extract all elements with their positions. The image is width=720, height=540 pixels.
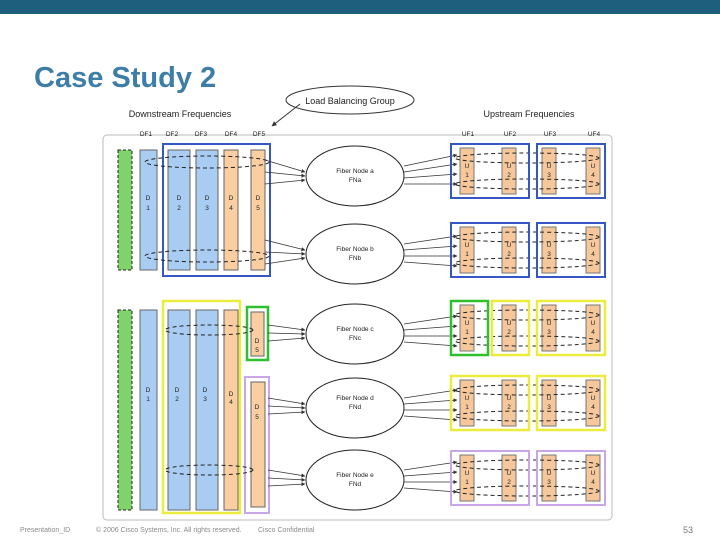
- upstream-balance-ring-r3-1: [455, 310, 599, 320]
- upstream-balance-ring-r2-1: [455, 232, 599, 242]
- svg-text:Fiber Node b: Fiber Node b: [336, 246, 374, 253]
- upstream-receiver-r3-c4: [586, 305, 600, 351]
- svg-text:FNb: FNb: [348, 255, 362, 262]
- svg-text:5: 5: [255, 414, 259, 421]
- upstream-receiver-label-r4-c3: 3: [547, 404, 551, 411]
- svg-text:FNa: FNa: [348, 177, 362, 184]
- header-df5: DF5: [252, 131, 266, 138]
- fiber-node-a: [306, 146, 404, 206]
- upstream-receiver-label-r1-c1: U: [464, 163, 470, 170]
- header-uf4: UF4: [587, 131, 601, 138]
- svg-text:Fiber Node d: Fiber Node d: [336, 395, 374, 402]
- upstream-receiver-label-r4-c1: 1: [465, 404, 469, 411]
- svg-text:5: 5: [256, 205, 260, 212]
- svg-text:Fiber Node c: Fiber Node c: [336, 326, 374, 333]
- upstream-balance-ring-r5-2: [455, 486, 599, 496]
- upstream-balance-ring-r4-1: [455, 385, 599, 395]
- svg-text:FNd: FNd: [348, 481, 362, 488]
- upstream-balance-ring-r1-2: [455, 179, 599, 189]
- upstream-receiver-label-r4-c4: U: [590, 395, 596, 402]
- lower-channel-d3: [196, 310, 218, 510]
- svg-text:D: D: [145, 387, 151, 394]
- upstream-balance-ring-r4-2: [455, 411, 599, 421]
- upstream-receiver-label-r3-c3: 3: [547, 329, 551, 336]
- upper-cmts-card: [118, 150, 132, 270]
- header-uf3: UF3: [543, 131, 557, 138]
- svg-text:D: D: [254, 338, 260, 345]
- svg-text:4: 4: [229, 205, 233, 212]
- upstream-receiver-label-r1-c4: U: [590, 163, 596, 170]
- upstream-receiver-label-r3-c4: 4: [591, 329, 595, 336]
- svg-text:3: 3: [205, 205, 209, 212]
- upstream-receiver-label-r2-c2: 2: [507, 251, 511, 258]
- svg-text:2: 2: [177, 205, 181, 212]
- svg-text:D: D: [174, 387, 180, 394]
- upstream-receiver-label-r3-c4: U: [590, 320, 596, 327]
- svg-text:3: 3: [203, 396, 207, 403]
- svg-text:1: 1: [146, 205, 150, 212]
- svg-text:D: D: [228, 195, 234, 202]
- fiber-node-c: [306, 304, 404, 364]
- upstream-receiver-label-r3-c2: U: [506, 320, 512, 327]
- upstream-grid: [455, 148, 600, 501]
- upstream-arrows: [404, 155, 457, 492]
- upstream-receiver-label-r5-c1: 1: [465, 479, 469, 486]
- upstream-receiver-label-r1-c2: 2: [507, 172, 511, 179]
- upstream-balance-ring-r3-2: [455, 336, 599, 346]
- lower-channel-d4: [224, 310, 238, 510]
- slide-title: Case Study 2: [34, 62, 217, 94]
- upstream-receiver-label-r1-c3: U: [546, 163, 552, 170]
- upstream-receiver-r4-c3: [542, 380, 556, 426]
- load-balancing-pointer: [272, 104, 300, 126]
- upper-downstream-group: [118, 144, 270, 276]
- upstream-receiver-label-r5-c3: 3: [547, 479, 551, 486]
- upstream-balance-ring-r1-1: [455, 153, 599, 163]
- svg-text:D: D: [228, 391, 234, 398]
- footer-confidential: Cisco Confidential: [258, 527, 315, 534]
- svg-text:FNc: FNc: [349, 335, 361, 342]
- upstream-receiver-label-r2-c2: U: [506, 242, 512, 249]
- upstream-balance-ring-r5-1: [455, 460, 599, 470]
- svg-text:D: D: [255, 195, 261, 202]
- upstream-receiver-label-r1-c3: 3: [547, 172, 551, 179]
- upstream-receiver-label-r2-c3: 3: [547, 251, 551, 258]
- upstream-receiver-r5-c2: [502, 455, 516, 501]
- upstream-receiver-label-r4-c2: U: [506, 395, 512, 402]
- svg-text:2: 2: [175, 396, 179, 403]
- upstream-receiver-label-r3-c1: 1: [465, 329, 469, 336]
- header-uf2: UF2: [503, 131, 517, 138]
- upstream-receiver-r4-c4: [586, 380, 600, 426]
- fiber-node-e: [306, 450, 404, 510]
- upstream-receiver-label-r4-c1: U: [464, 395, 470, 402]
- footer-copyright: © 2006 Cisco Systems, Inc. All rights reserved.: [96, 527, 242, 534]
- svg-text:Fiber Node a: Fiber Node a: [336, 168, 374, 175]
- upstream-receiver-r1-c3: [542, 148, 556, 194]
- upstream-receiver-r2-c4: [586, 227, 600, 273]
- header-uf1: UF1: [461, 131, 475, 138]
- header-df3: DF3: [194, 131, 208, 138]
- upstream-receiver-r5-c4: [586, 455, 600, 501]
- svg-text:D: D: [202, 387, 208, 394]
- svg-text:5: 5: [255, 347, 259, 354]
- lower-channel-d2: [168, 310, 190, 510]
- load-balancing-group-text: Load Balancing Group: [305, 96, 395, 106]
- upstream-receiver-r1-c2: [502, 148, 516, 194]
- upstream-receiver-r5-c3: [542, 455, 556, 501]
- upstream-receiver-label-r3-c1: U: [464, 320, 470, 327]
- upstream-receiver-label-r1-c4: 4: [591, 172, 595, 179]
- svg-text:1: 1: [146, 396, 150, 403]
- upstream-receiver-r2-c2: [502, 227, 516, 273]
- upstream-receiver-r1-c4: [586, 148, 600, 194]
- svg-text:D: D: [176, 195, 182, 202]
- upstream-receiver-label-r5-c4: U: [590, 470, 596, 477]
- upstream-receiver-label-r2-c1: 1: [465, 251, 469, 258]
- header-df1: DF1: [139, 131, 153, 138]
- upstream-receiver-label-r5-c2: U: [506, 470, 512, 477]
- upstream-receiver-label-r4-c2: 2: [507, 404, 511, 411]
- upstream-receiver-label-r1-c1: 1: [465, 172, 469, 179]
- upstream-balance-ring-r2-2: [455, 258, 599, 268]
- upstream-receiver-label-r1-c2: U: [506, 163, 512, 170]
- upstream-receiver-label-r4-c3: U: [546, 395, 552, 402]
- upstream-receiver-label-r4-c4: 4: [591, 404, 595, 411]
- svg-text:D: D: [145, 195, 151, 202]
- header-df4: DF4: [224, 131, 238, 138]
- footer-presentation-id: Presentation_ID: [20, 527, 71, 534]
- fiber-node-d: [306, 378, 404, 438]
- lower-downstream-group: [118, 301, 269, 513]
- upstream-receiver-r2-c3: [542, 227, 556, 273]
- svg-text:4: 4: [229, 399, 233, 406]
- upstream-receiver-label-r5-c3: U: [546, 470, 552, 477]
- svg-text:D: D: [204, 195, 210, 202]
- upstream-receiver-r3-c3: [542, 305, 556, 351]
- header-df2: DF2: [165, 131, 179, 138]
- upstream-receiver-label-r2-c1: U: [464, 242, 470, 249]
- upstream-receiver-label-r5-c2: 2: [507, 479, 511, 486]
- svg-text:Fiber Node e: Fiber Node e: [336, 472, 374, 479]
- fiber-node-b: [306, 224, 404, 284]
- svg-text:D: D: [254, 404, 260, 411]
- upstream-receiver-label-r5-c4: 4: [591, 479, 595, 486]
- upstream-receiver-r4-c2: [502, 380, 516, 426]
- upstream-receiver-label-r3-c3: U: [546, 320, 552, 327]
- upstream-receiver-label-r2-c4: U: [590, 242, 596, 249]
- page-number: 53: [683, 525, 694, 535]
- upstream-receiver-label-r5-c1: U: [464, 470, 470, 477]
- upstream-receiver-label-r2-c4: 4: [591, 251, 595, 258]
- upstream-frequencies-label: Upstream Frequencies: [483, 109, 575, 119]
- upstream-receiver-r3-c2: [502, 305, 516, 351]
- svg-text:FNd: FNd: [348, 404, 362, 411]
- lower-channel-d1: [140, 310, 157, 510]
- load-balancing-group-label: [286, 86, 414, 114]
- lower-cmts-card: [118, 310, 132, 510]
- upstream-receiver-label-r2-c3: U: [546, 242, 552, 249]
- lower-channel-d5: [251, 382, 265, 507]
- downstream-frequencies-label: Downstream Frequencies: [128, 109, 232, 119]
- upstream-receiver-label-r3-c2: 2: [507, 329, 511, 336]
